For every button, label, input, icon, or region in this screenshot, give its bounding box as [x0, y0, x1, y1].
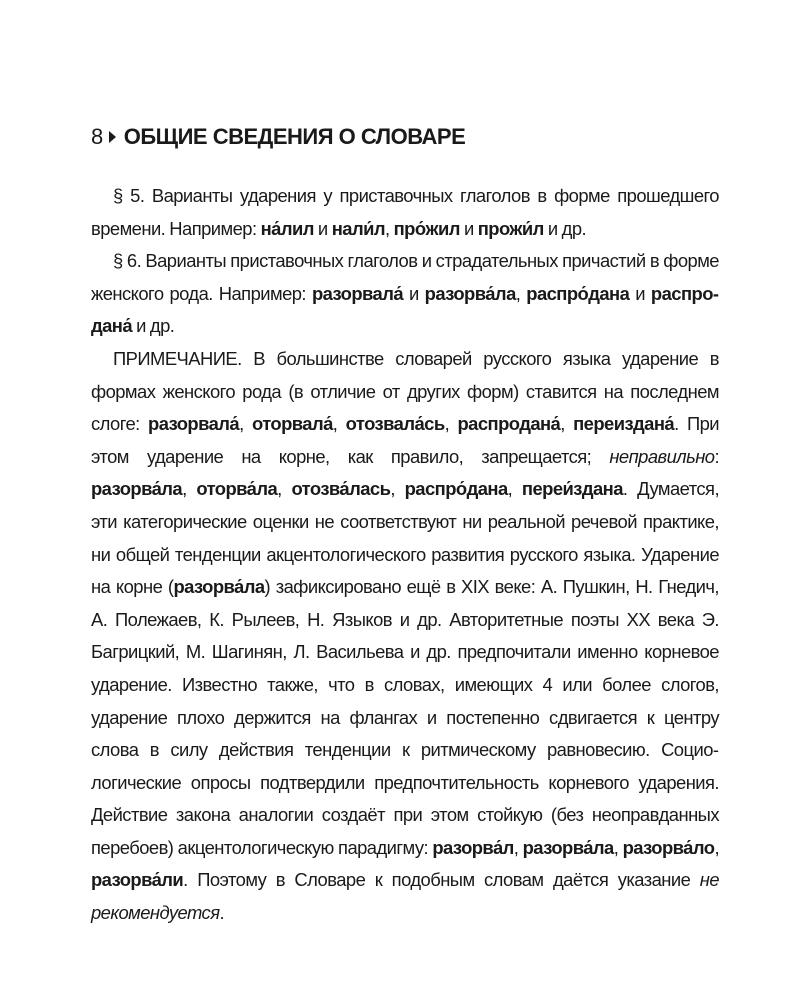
triangle-arrow-icon [109, 131, 116, 143]
bold-term: отозвала́сь [345, 413, 445, 435]
text-run: и [403, 282, 425, 304]
text-run: , [613, 836, 623, 858]
running-header [91, 124, 719, 150]
text-run: , [444, 413, 458, 435]
body-text [91, 180, 719, 930]
bold-term: оторва́ла [196, 478, 278, 500]
text-run: , [239, 413, 252, 435]
text-run: и [459, 217, 478, 239]
bold-term: распро́дана [404, 478, 508, 500]
text-run: , [384, 217, 394, 239]
bold-term: распродана́ [457, 413, 561, 435]
bold-term: переиздана́ [573, 413, 675, 435]
bold-term: разорва́ло [622, 836, 715, 858]
italic-term: не рекомендуется [91, 869, 719, 924]
text-run: , [560, 413, 574, 435]
text-run: , [507, 478, 522, 500]
text-run: , [332, 413, 346, 435]
text-run: . Думается, эти категорические оценки не соответствуют ни реальной речевой практике, ни общей тенденции акцентологического развития русского языка. Ударение на корне ( [91, 478, 720, 598]
bold-term: прожи́л [477, 217, 544, 239]
text-run: , [182, 478, 197, 500]
document-page [91, 124, 719, 930]
bold-term: распродана́ [91, 282, 719, 337]
text-run: , [714, 836, 719, 858]
page-number: 8 [91, 124, 103, 149]
bold-term: разорва́ли [91, 869, 184, 891]
bold-term: разорва́ла [91, 478, 183, 500]
bold-term: на́лил [260, 217, 314, 239]
text-run: § 6. Варианты приставочных глаголов и страдательных причастий в форме женского рода. Например: [91, 250, 719, 304]
bold-term: распро́дана [526, 282, 630, 304]
chapter-title: ОБЩИЕ СВЕДЕНИЯ О СЛОВАРЕ [123, 124, 466, 149]
bold-term: нали́л [331, 217, 385, 239]
italic-term: неправильно [609, 445, 715, 467]
bold-term: про́жил [393, 217, 460, 239]
text-run: § 5. Варианты ударения у приставочных глаголов в форме прошедшего времени. Например: [91, 185, 719, 239]
bold-term: разорва́ла [173, 576, 265, 598]
paragraph-section-6 [91, 245, 719, 343]
text-run: : [714, 445, 719, 467]
text-run: и др. [543, 217, 587, 239]
text-run: , [513, 836, 523, 858]
paragraph-section-5 [91, 180, 719, 245]
text-run: и [629, 282, 651, 304]
bold-term: разорва́л [432, 836, 514, 858]
text-run: и др. [132, 315, 175, 337]
text-run: , [277, 478, 292, 500]
bold-term: разорва́ла [522, 836, 614, 858]
text-run: . При этом ударение на корне, как правило, запрещается; [91, 413, 720, 467]
paragraph-note [91, 343, 719, 930]
text-run: ) зафиксировано ещё в XIX веке: А. Пушкин, Н. Гнедич, А. Полежаев, К. Рылеев, Н. Языков и др. Авторитетные поэты XX века Э. Багрицкий, М. Шагинян, Л. Васильева и др. предпочитали именно корневое ударение. Известно также, что в словах, имеющих 4 или более слогов, ударение плохо держится на флангах и постепенно сдвигается к центру слова в силу действия тенденции к ритмическому равновесию. Социологические опросы подтвердили предпочтительность корневого ударения. Действие закона аналогии создаёт при этом стойкую (без неоправданных перебоев) акцентологическую парадигму: [91, 576, 719, 858]
text-run: , [515, 282, 527, 304]
text-run: . Поэтому в Словаре к подобным словам даётся указание [183, 869, 700, 891]
text-run: . [219, 902, 225, 924]
bold-term: переи́здана [521, 478, 623, 500]
bold-term: разорвала́ [148, 413, 240, 435]
bold-term: отозва́лась [291, 478, 391, 500]
bold-term: оторвала́ [251, 413, 333, 435]
text-run: и [313, 217, 332, 239]
bold-term: разорва́ла [424, 282, 516, 304]
text-run: ПРИМЕЧАНИЕ. В большинстве словарей русского языка ударение в формах женского рода (в отличие от других форм) ставится на последнем слоге: [91, 347, 719, 435]
text-run: , [390, 478, 405, 500]
bold-term: разорвала́ [311, 282, 404, 304]
